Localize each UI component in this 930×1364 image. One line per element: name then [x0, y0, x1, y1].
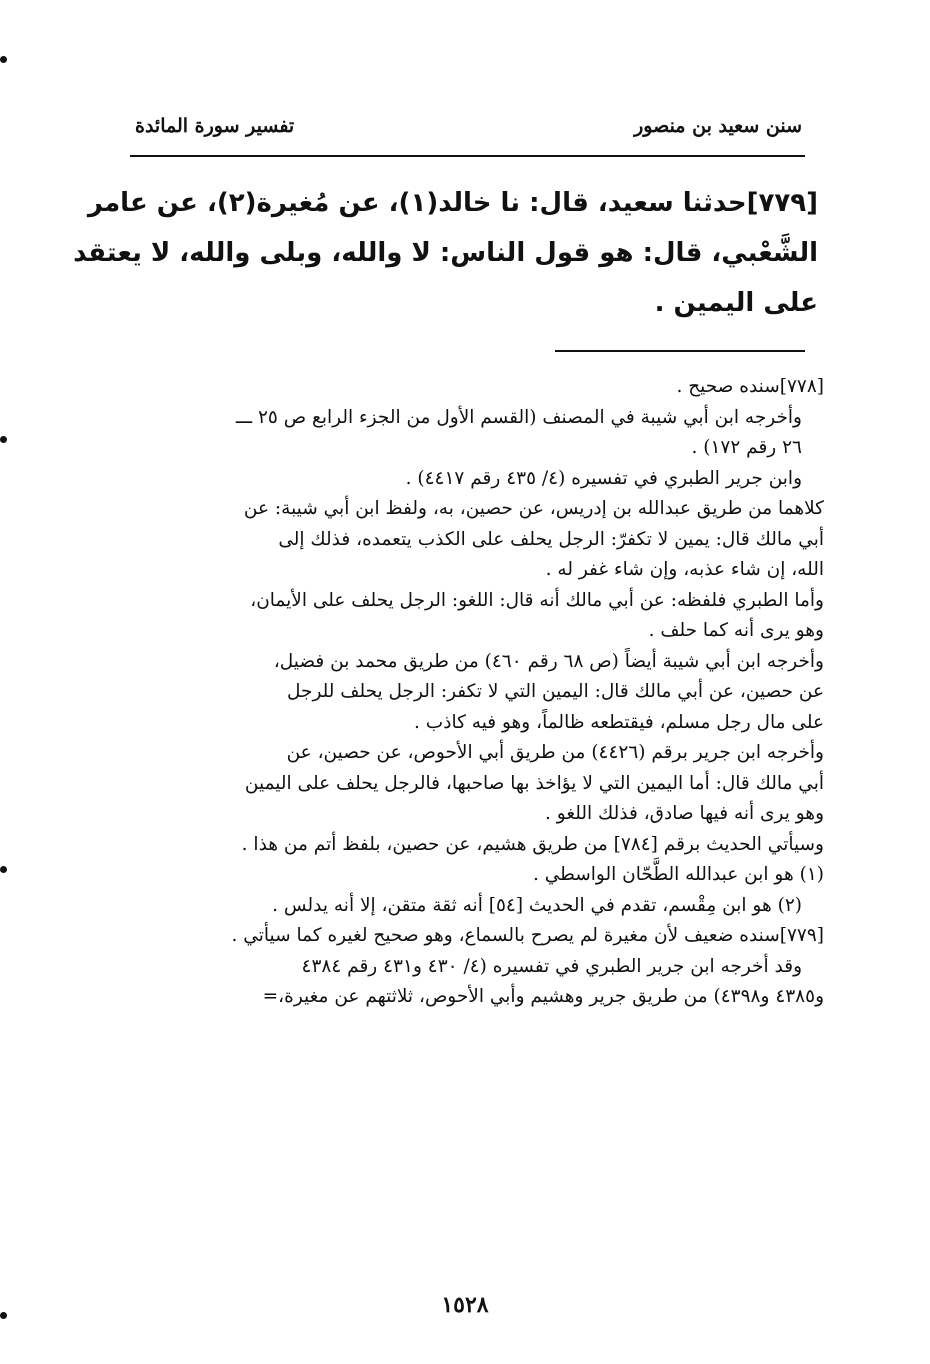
hadith-line: [٧٧٩]حدثنا سعيد، قال: نا خالد(١)، عن مُغيرة(٢)، عن عامر — [87, 188, 818, 218]
footnotes — [126, 372, 824, 1013]
chapter-title: تفسير سورة المائدة — [135, 115, 295, 137]
footnote-line: وأما الطبري فلفظه: عن أبي مالك أنه قال: اللغو: الرجل يحلف على الأيمان، — [250, 589, 824, 611]
page-number: ١٥٢٨ — [441, 1292, 489, 1318]
footnote-line: (٢) هو ابن مِقْسم، تقدم في الحديث [٥٤] أنه ثقة متقن، إلا أنه يدلس . — [272, 894, 802, 916]
margin-dot — [0, 56, 7, 63]
footnote-line: وأخرجه ابن جرير برقم (٤٤٢٦) من طريق أبي الأحوص، عن حصين، عن — [286, 742, 824, 763]
footnote-line: أبي مالك قال: أما اليمين التي لا يؤاخذ بها صاحبها، فالرجل يحلف على اليمين — [244, 772, 824, 794]
footnote-line: وأخرجه ابن أبي شيبة أيضاً (ص ٦٨ رقم ٤٦٠) من طريق محمد بن فضيل، — [273, 650, 824, 672]
footnote-line: [٧٧٨]سنده صحيح . — [676, 376, 824, 397]
footnote-line: كلاهما من طريق عبدالله بن إدريس، عن حصين، به، ولفظ ابن أبي شيبة: عن — [243, 498, 824, 519]
footnote-divider — [555, 350, 805, 352]
hadith-line: الشَّعْبي، قال: هو قول الناس: لا والله، وبلى والله، لا يعتقد — [73, 238, 818, 268]
footnote-line: وأخرجه ابن أبي شيبة في المصنف (القسم الأول من الجزء الرابع ص ٢٥ ـــ — [235, 406, 802, 428]
book-title: سنن سعيد بن منصور — [634, 115, 802, 137]
footnote-line: الله، إن شاء عذبه، وإن شاء غفر له . — [545, 559, 824, 580]
margin-dot — [0, 436, 7, 443]
header-divider — [130, 155, 805, 157]
footnote-line: عن حصين، عن أبي مالك قال: اليمين التي لا تكفر: الرجل يحلف للرجل — [287, 681, 824, 702]
footnote-line: وسيأتي الحديث برقم [٧٨٤] من طريق هشيم، عن حصين، بلفظ أتم من هذا . — [241, 833, 824, 855]
hadith-line: على اليمين . — [654, 288, 818, 318]
footnote-line: (١) هو ابن عبدالله الطَّحّان الواسطي . — [532, 864, 824, 885]
margin-dot — [0, 866, 7, 873]
footnote-line: و٤٣٨٥ و٤٣٩٨) من طريق جرير وهشيم وأبي الأحوص، ثلاثتهم عن مغيرة،= — [262, 986, 824, 1007]
footnote-line: وهو يرى أنه فيها صادق، فذلك اللغو . — [545, 803, 824, 824]
footnote-line: وقد أخرجه ابن جرير الطبري في تفسيره (٤/ ٤٣٠ و٤٣١ رقم ٤٣٨٤ — [301, 955, 802, 977]
footnote-line: ٢٦ رقم ١٧٢) . — [691, 437, 802, 458]
footnote-line: وهو يرى أنه كما حلف . — [648, 620, 824, 641]
footnote-line: على مال رجل مسلم، فيقتطعه ظالماً، وهو فيه كاذب . — [414, 711, 824, 733]
footnote-line: وابن جرير الطبري في تفسيره (٤/ ٤٣٥ رقم ٤٤١٧) . — [405, 467, 802, 489]
hadith-text — [73, 178, 818, 328]
footnote-line: أبي مالك قال: يمين لا تكفرّ: الرجل يحلف على الكذب يتعمده، فذلك إلى — [278, 528, 824, 550]
footnote-line: [٧٧٩]سنده ضعيف لأن مغيرة لم يصرح بالسماع، وهو صحيح لغيره كما سيأتي . — [231, 925, 824, 946]
